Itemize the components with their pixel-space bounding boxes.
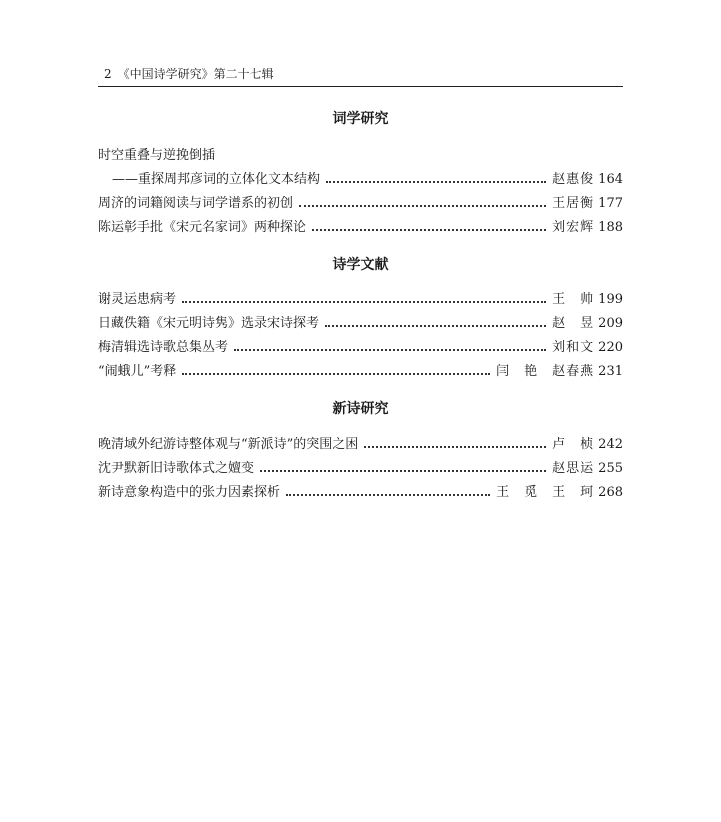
toc-entry[interactable] xyxy=(98,147,623,165)
entry-author: 王 觅 王 珂 xyxy=(496,485,595,500)
dot-leader xyxy=(299,205,546,207)
toc-entry[interactable] xyxy=(98,171,623,189)
toc-entry[interactable] xyxy=(98,195,623,213)
dot-leader xyxy=(182,373,490,375)
entry-page: 164 xyxy=(598,172,623,187)
entry-title: 日藏佚籍《宋元明诗隽》选录宋诗探考 xyxy=(98,316,320,331)
entry-title: 谢灵运患病考 xyxy=(98,292,177,307)
dot-leader xyxy=(234,349,546,351)
entry-page: 255 xyxy=(598,461,623,476)
entry-title: 沈尹默新旧诗歌体式之嬗变 xyxy=(98,461,255,476)
entry-page: 199 xyxy=(598,292,623,307)
dot-leader xyxy=(260,470,546,472)
entry-author: 赵惠俊 xyxy=(552,172,595,187)
entry-page: 220 xyxy=(598,340,623,355)
entry-author: 赵 昱 xyxy=(552,316,595,331)
dot-leader xyxy=(286,494,490,496)
entry-title: 周济的词籍阅读与词学谱系的初创 xyxy=(98,196,294,211)
entry-author: 刘宏辉 xyxy=(552,220,595,235)
toc-entry[interactable] xyxy=(98,219,623,237)
entry-title: 晚清域外纪游诗整体观与“新派诗”的突围之困 xyxy=(98,437,359,452)
entry-page: 268 xyxy=(598,485,623,500)
entry-title: 新诗意象构造中的张力因素探析 xyxy=(98,485,281,500)
entry-page: 242 xyxy=(598,437,623,452)
dot-leader xyxy=(326,181,546,183)
entry-page: 188 xyxy=(598,220,623,235)
section-title-xinshi: 新诗研究 xyxy=(332,401,389,417)
entry-author: 王居衡 xyxy=(552,196,595,211)
dot-leader xyxy=(182,301,546,303)
entry-title: “闹蛾儿”考释 xyxy=(98,364,177,379)
toc-entry[interactable] xyxy=(98,315,623,333)
journal-title: 《中国诗学研究》第二十七辑 xyxy=(117,67,274,81)
toc-entry[interactable] xyxy=(98,363,623,381)
dot-leader xyxy=(325,325,546,327)
running-header xyxy=(98,66,623,87)
entry-title: 陈运彰手批《宋元名家词》两种探论 xyxy=(98,220,307,235)
entry-author: 卢 桢 xyxy=(552,437,595,452)
entry-author: 闫 艳 赵春燕 xyxy=(496,364,595,379)
page-number: 2 xyxy=(104,67,112,81)
toc-entry[interactable] xyxy=(98,339,623,357)
toc-entry[interactable] xyxy=(98,460,623,478)
entry-page: 209 xyxy=(598,316,623,331)
section-title-ci: 词学研究 xyxy=(332,111,389,127)
section-title-wenxian: 诗学文献 xyxy=(332,257,389,273)
toc-entry[interactable] xyxy=(98,484,623,502)
entry-title: 梅清辑选诗歌总集丛考 xyxy=(98,340,229,355)
toc-entry[interactable] xyxy=(98,291,623,309)
toc-entry[interactable] xyxy=(98,436,623,454)
entry-page: 177 xyxy=(598,196,623,211)
dot-leader xyxy=(364,446,546,448)
entry-author: 赵思运 xyxy=(552,461,595,476)
entry-title: 时空重叠与逆挽倒插 xyxy=(98,148,216,163)
entry-page: 231 xyxy=(598,364,623,379)
dot-leader xyxy=(312,229,546,231)
entry-author: 刘和文 xyxy=(552,340,595,355)
entry-title: ——重探周邦彦词的立体化文本结构 xyxy=(112,172,321,187)
entry-author: 王 帅 xyxy=(552,292,595,307)
